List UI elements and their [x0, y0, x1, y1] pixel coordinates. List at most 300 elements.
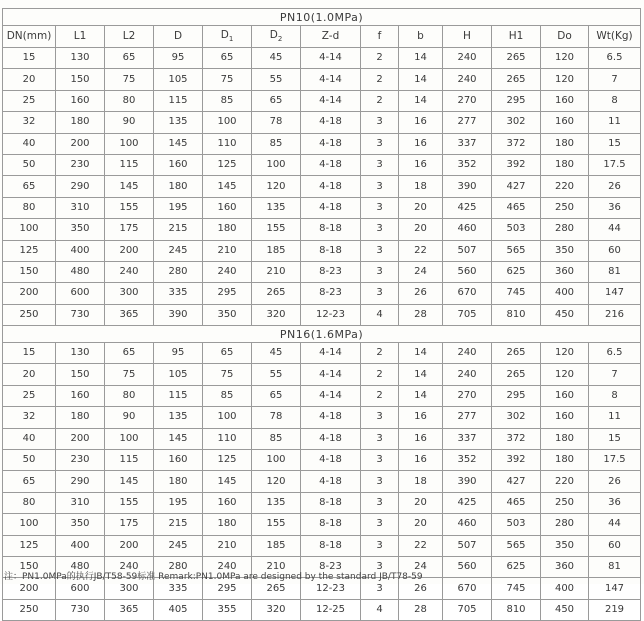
- table-cell: 250: [3, 599, 56, 620]
- table-cell: 90: [105, 112, 154, 133]
- table-cell: 4-18: [301, 197, 361, 218]
- table-cell: 503: [492, 219, 541, 240]
- table-cell: 4-18: [301, 428, 361, 449]
- table-cell: 17.5: [589, 450, 641, 471]
- table-cell: 81: [589, 261, 641, 282]
- table-cell: 4-14: [301, 90, 361, 111]
- table-cell: 200: [56, 428, 105, 449]
- table-cell: 215: [154, 219, 203, 240]
- table-cell: 45: [252, 343, 301, 364]
- table-cell: 450: [541, 599, 589, 620]
- table-cell: 3: [361, 450, 399, 471]
- table-cell: 400: [541, 283, 589, 304]
- table-cell: 145: [203, 176, 252, 197]
- table-cell: 150: [3, 556, 56, 577]
- table-cell: 180: [541, 133, 589, 154]
- table-cell: 14: [399, 364, 443, 385]
- table-cell: 8: [589, 90, 641, 111]
- table-cell: 2: [361, 343, 399, 364]
- table-cell: 8: [589, 385, 641, 406]
- table-cell: 160: [541, 407, 589, 428]
- table-cell: 280: [154, 556, 203, 577]
- table-cell: 115: [154, 90, 203, 111]
- table-cell: 175: [105, 514, 154, 535]
- table-cell: 15: [589, 133, 641, 154]
- table-cell: 400: [56, 240, 105, 261]
- table-cell: 4: [361, 599, 399, 620]
- table-cell: 85: [252, 428, 301, 449]
- table-row: [3, 219, 641, 240]
- table-cell: 352: [443, 154, 492, 175]
- table-cell: 2: [361, 48, 399, 69]
- table-cell: 180: [154, 471, 203, 492]
- table-cell: 78: [252, 112, 301, 133]
- table-cell: 245: [154, 535, 203, 556]
- table-cell: 200: [3, 578, 56, 599]
- table-cell: 240: [105, 261, 154, 282]
- table-cell: 280: [541, 514, 589, 535]
- table-cell: 195: [154, 197, 203, 218]
- table-cell: 25: [3, 385, 56, 406]
- table-cell: 465: [492, 492, 541, 513]
- table-cell: 20: [3, 364, 56, 385]
- table-cell: 280: [154, 261, 203, 282]
- table-cell: 4-18: [301, 471, 361, 492]
- table-cell: 160: [203, 197, 252, 218]
- table-cell: 20: [399, 197, 443, 218]
- table-cell: 120: [541, 343, 589, 364]
- table-cell: 372: [492, 428, 541, 449]
- table-cell: 95: [154, 48, 203, 69]
- table-row: [3, 428, 641, 449]
- table-cell: 295: [203, 578, 252, 599]
- table-cell: 65: [3, 176, 56, 197]
- table-cell: 405: [154, 599, 203, 620]
- table-row: [3, 304, 641, 325]
- table-cell: 3: [361, 219, 399, 240]
- table-cell: 90: [105, 407, 154, 428]
- table-cell: 80: [3, 492, 56, 513]
- table-cell: 350: [203, 304, 252, 325]
- table-cell: 350: [541, 240, 589, 261]
- table-cell: 18: [399, 176, 443, 197]
- table-cell: 200: [105, 535, 154, 556]
- column-header: D: [154, 26, 203, 48]
- table-cell: 32: [3, 112, 56, 133]
- table-cell: 150: [56, 364, 105, 385]
- table-cell: 250: [541, 197, 589, 218]
- table-cell: 50: [3, 154, 56, 175]
- table-cell: 200: [3, 283, 56, 304]
- column-header: Wt(Kg): [589, 26, 641, 48]
- table-cell: 4-18: [301, 133, 361, 154]
- table-cell: 3: [361, 492, 399, 513]
- table-row: [3, 535, 641, 556]
- table-cell: 16: [399, 450, 443, 471]
- table-cell: 392: [492, 154, 541, 175]
- table-cell: 265: [492, 69, 541, 90]
- table-cell: 427: [492, 176, 541, 197]
- table-cell: 365: [105, 304, 154, 325]
- table-cell: 11: [589, 407, 641, 428]
- table-cell: 110: [203, 428, 252, 449]
- table-cell: 160: [154, 450, 203, 471]
- table-cell: 240: [203, 556, 252, 577]
- table-cell: 185: [252, 240, 301, 261]
- table-cell: 24: [399, 261, 443, 282]
- table-cell: 160: [154, 154, 203, 175]
- table-cell: 160: [203, 492, 252, 513]
- table-cell: 705: [443, 304, 492, 325]
- table-cell: 7: [589, 364, 641, 385]
- table-cell: 390: [443, 471, 492, 492]
- table-cell: 155: [105, 492, 154, 513]
- table-cell: 3: [361, 176, 399, 197]
- table-cell: 3: [361, 261, 399, 282]
- table-cell: 44: [589, 514, 641, 535]
- table-cell: 14: [399, 343, 443, 364]
- table-cell: 160: [541, 112, 589, 133]
- table-row: [3, 364, 641, 385]
- table-cell: 2: [361, 364, 399, 385]
- table-cell: 625: [492, 556, 541, 577]
- table-cell: 150: [3, 261, 56, 282]
- table-cell: 220: [541, 176, 589, 197]
- table-cell: 16: [399, 133, 443, 154]
- table-cell: 320: [252, 599, 301, 620]
- table-cell: 20: [3, 69, 56, 90]
- table-cell: 125: [203, 154, 252, 175]
- table-cell: 160: [541, 385, 589, 406]
- table-cell: 560: [443, 556, 492, 577]
- table-cell: 400: [541, 578, 589, 599]
- table-cell: 75: [105, 364, 154, 385]
- table-cell: 65: [3, 471, 56, 492]
- section-title-row: [3, 326, 641, 343]
- table-cell: 195: [154, 492, 203, 513]
- table-cell: 625: [492, 261, 541, 282]
- table-cell: 3: [361, 578, 399, 599]
- table-cell: 425: [443, 197, 492, 218]
- table-cell: 150: [56, 69, 105, 90]
- table-cell: 4-14: [301, 343, 361, 364]
- table-cell: 350: [56, 514, 105, 535]
- table-cell: 280: [541, 219, 589, 240]
- table-cell: 85: [203, 90, 252, 111]
- table-cell: 730: [56, 599, 105, 620]
- table-cell: 40: [3, 133, 56, 154]
- table-row: [3, 176, 641, 197]
- table-row: [3, 514, 641, 535]
- table-cell: 8-23: [301, 283, 361, 304]
- table-cell: 465: [492, 197, 541, 218]
- table-cell: 210: [203, 240, 252, 261]
- table-cell: 20: [399, 514, 443, 535]
- table-cell: 350: [56, 219, 105, 240]
- table-cell: 145: [154, 133, 203, 154]
- column-header: L2: [105, 26, 154, 48]
- table-cell: 55: [252, 364, 301, 385]
- table-row: [3, 283, 641, 304]
- table-cell: 352: [443, 450, 492, 471]
- table-cell: 310: [56, 492, 105, 513]
- table-cell: 80: [105, 385, 154, 406]
- table-cell: 2: [361, 69, 399, 90]
- table-cell: 155: [252, 514, 301, 535]
- column-header: Z-d: [301, 26, 361, 48]
- table-row: [3, 407, 641, 428]
- table-cell: 245: [154, 240, 203, 261]
- table-row: [3, 599, 641, 620]
- table-cell: 240: [443, 343, 492, 364]
- table-cell: 450: [541, 304, 589, 325]
- table-cell: 730: [56, 304, 105, 325]
- table-cell: 120: [541, 48, 589, 69]
- column-header: b: [399, 26, 443, 48]
- table-cell: 337: [443, 428, 492, 449]
- table-cell: 300: [105, 283, 154, 304]
- table-cell: 120: [541, 69, 589, 90]
- table-cell: 302: [492, 112, 541, 133]
- table-cell: 480: [56, 261, 105, 282]
- table-row: [3, 471, 641, 492]
- table-cell: 180: [541, 428, 589, 449]
- table-cell: 185: [252, 535, 301, 556]
- table-cell: 270: [443, 90, 492, 111]
- column-header: $D_1$: [203, 26, 252, 48]
- table-cell: 15: [3, 48, 56, 69]
- table-cell: 230: [56, 450, 105, 471]
- table-cell: 100: [203, 112, 252, 133]
- table-cell: 81: [589, 556, 641, 577]
- table-cell: 60: [589, 535, 641, 556]
- table-cell: 8-23: [301, 556, 361, 577]
- table-cell: 120: [541, 364, 589, 385]
- table-cell: 265: [252, 578, 301, 599]
- table-cell: 110: [203, 133, 252, 154]
- table-cell: 277: [443, 112, 492, 133]
- table-cell: 400: [56, 535, 105, 556]
- table-cell: 65: [252, 385, 301, 406]
- table-cell: 810: [492, 599, 541, 620]
- table-cell: 180: [541, 450, 589, 471]
- valve-dimension-table: [2, 8, 641, 621]
- table-row: [3, 343, 641, 364]
- table-row: [3, 240, 641, 261]
- table-cell: 4-18: [301, 112, 361, 133]
- table-cell: 180: [154, 176, 203, 197]
- table-cell: 503: [492, 514, 541, 535]
- table-cell: 6.5: [589, 48, 641, 69]
- column-header-subscript: 2: [277, 35, 283, 44]
- table-cell: 28: [399, 599, 443, 620]
- table-cell: 2: [361, 385, 399, 406]
- table-cell: 14: [399, 69, 443, 90]
- table-cell: 670: [443, 578, 492, 599]
- table-cell: 32: [3, 407, 56, 428]
- table-cell: 125: [203, 450, 252, 471]
- table-cell: 8-18: [301, 219, 361, 240]
- table-cell: 85: [203, 385, 252, 406]
- table-cell: 705: [443, 599, 492, 620]
- table-cell: 425: [443, 492, 492, 513]
- table-cell: 100: [203, 407, 252, 428]
- table-row: [3, 112, 641, 133]
- table-cell: 600: [56, 283, 105, 304]
- table-cell: 240: [203, 261, 252, 282]
- table-cell: 480: [56, 556, 105, 577]
- table-cell: 320: [252, 304, 301, 325]
- table-cell: 20: [399, 219, 443, 240]
- table-cell: 507: [443, 240, 492, 261]
- table-cell: 300: [105, 578, 154, 599]
- column-header: DN(mm): [3, 26, 56, 48]
- table-cell: 65: [105, 343, 154, 364]
- table-cell: 17.5: [589, 154, 641, 175]
- table-cell: 8-18: [301, 240, 361, 261]
- table-cell: 40: [3, 428, 56, 449]
- table-cell: 600: [56, 578, 105, 599]
- table-cell: 180: [203, 219, 252, 240]
- table-cell: 265: [252, 283, 301, 304]
- table-cell: 28: [399, 304, 443, 325]
- table-cell: 335: [154, 283, 203, 304]
- column-header: Do: [541, 26, 589, 48]
- table-cell: 565: [492, 240, 541, 261]
- table-cell: 100: [252, 154, 301, 175]
- table-cell: 100: [3, 219, 56, 240]
- table-cell: 85: [252, 133, 301, 154]
- section-title-row: [3, 9, 641, 26]
- table-cell: 210: [203, 535, 252, 556]
- table-cell: 216: [589, 304, 641, 325]
- table-cell: 14: [399, 385, 443, 406]
- table-cell: 215: [154, 514, 203, 535]
- table-cell: 95: [154, 343, 203, 364]
- table-row: [3, 261, 641, 282]
- table-cell: 22: [399, 535, 443, 556]
- table-cell: 365: [105, 599, 154, 620]
- table-cell: 15: [589, 428, 641, 449]
- table-cell: 55: [252, 69, 301, 90]
- table-cell: 290: [56, 471, 105, 492]
- table-cell: 200: [56, 133, 105, 154]
- table-row: [3, 48, 641, 69]
- table-cell: 18: [399, 471, 443, 492]
- table-cell: 302: [492, 407, 541, 428]
- remark-note: 注：PN1.0MPa的执行JB/T58-59标准 Remark:PN1.0MPa are designed by the standard JB/T78-59: [4, 572, 423, 582]
- table-cell: 560: [443, 261, 492, 282]
- table-cell: 145: [105, 471, 154, 492]
- table-cell: 12-23: [301, 304, 361, 325]
- table-cell: 4-18: [301, 154, 361, 175]
- table-cell: 26: [589, 176, 641, 197]
- table-cell: 145: [203, 471, 252, 492]
- table-cell: 100: [3, 514, 56, 535]
- table-cell: 15: [3, 343, 56, 364]
- table-cell: 507: [443, 535, 492, 556]
- table-cell: 155: [252, 219, 301, 240]
- table-body: [3, 9, 641, 621]
- table-cell: 265: [492, 364, 541, 385]
- table-cell: 125: [3, 240, 56, 261]
- table-cell: 26: [399, 283, 443, 304]
- table-cell: 310: [56, 197, 105, 218]
- table-cell: 12-25: [301, 599, 361, 620]
- table-cell: 3: [361, 535, 399, 556]
- table-cell: 4-18: [301, 407, 361, 428]
- table-cell: 100: [105, 133, 154, 154]
- table-cell: 120: [252, 176, 301, 197]
- table-cell: 335: [154, 578, 203, 599]
- table-cell: 65: [252, 90, 301, 111]
- table-cell: 8-18: [301, 492, 361, 513]
- table-cell: 36: [589, 197, 641, 218]
- table-cell: 460: [443, 219, 492, 240]
- table-cell: 230: [56, 154, 105, 175]
- table-cell: 220: [541, 471, 589, 492]
- section-title: PN16(1.6MPa): [3, 326, 641, 343]
- table-cell: 115: [154, 385, 203, 406]
- table-cell: 3: [361, 112, 399, 133]
- table-cell: 240: [443, 69, 492, 90]
- table-cell: 427: [492, 471, 541, 492]
- table-cell: 265: [492, 48, 541, 69]
- table-row: [3, 492, 641, 513]
- table-cell: 3: [361, 197, 399, 218]
- table-cell: 16: [399, 407, 443, 428]
- table-cell: 16: [399, 112, 443, 133]
- column-header-row: [3, 26, 641, 48]
- table-cell: 14: [399, 90, 443, 111]
- table-cell: 295: [492, 385, 541, 406]
- table-row: [3, 90, 641, 111]
- table-cell: 20: [399, 492, 443, 513]
- table-cell: 3: [361, 514, 399, 535]
- table-cell: 160: [56, 385, 105, 406]
- column-header: H1: [492, 26, 541, 48]
- table-cell: 16: [399, 428, 443, 449]
- table-cell: 180: [203, 514, 252, 535]
- table-cell: 26: [399, 578, 443, 599]
- table-cell: 65: [203, 48, 252, 69]
- table-cell: 4-18: [301, 176, 361, 197]
- table-cell: 135: [154, 407, 203, 428]
- table-cell: 240: [443, 48, 492, 69]
- table-cell: 11: [589, 112, 641, 133]
- table-cell: 65: [105, 48, 154, 69]
- table-cell: 4-18: [301, 450, 361, 471]
- table-cell: 147: [589, 578, 641, 599]
- table-cell: 130: [56, 343, 105, 364]
- table-cell: 44: [589, 219, 641, 240]
- table-cell: 8-23: [301, 261, 361, 282]
- table-row: [3, 154, 641, 175]
- table-cell: 3: [361, 283, 399, 304]
- table-cell: 3: [361, 556, 399, 577]
- table-cell: 36: [589, 492, 641, 513]
- table-cell: 670: [443, 283, 492, 304]
- table-cell: 3: [361, 428, 399, 449]
- table-cell: 12-23: [301, 578, 361, 599]
- table-row: [3, 69, 641, 90]
- table-cell: 219: [589, 599, 641, 620]
- column-header-subscript: 1: [228, 35, 234, 44]
- table-row: [3, 385, 641, 406]
- table-cell: 250: [3, 304, 56, 325]
- table-cell: 295: [492, 90, 541, 111]
- table-cell: 250: [541, 492, 589, 513]
